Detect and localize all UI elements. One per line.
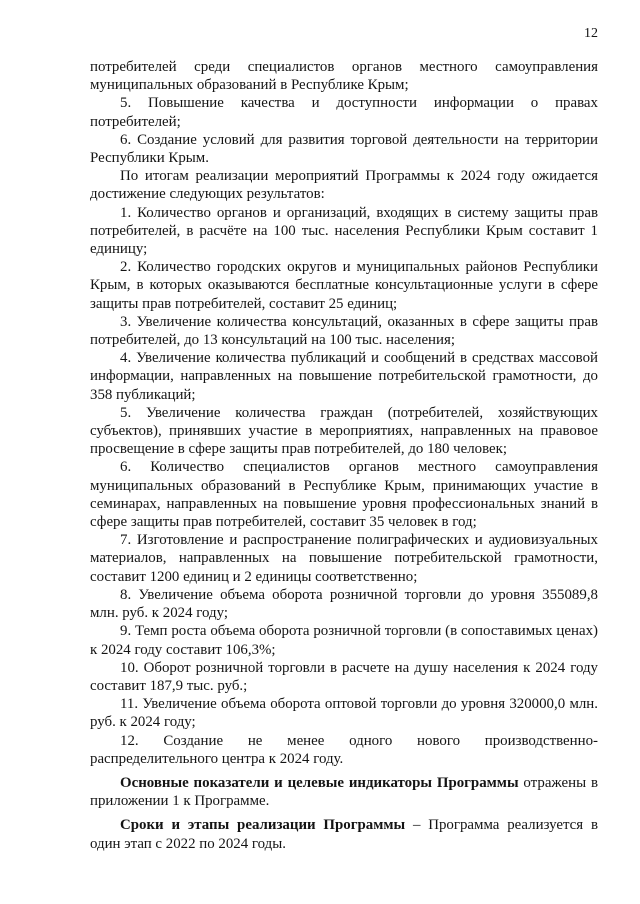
paragraph-results-intro: По итогам реализации мероприятий Программы к 2024 году ожидается достижение следующих результатов: xyxy=(90,168,598,203)
result-item-2: 2. Количество городских округов и муниципальных районов Республики Крым, в которых оказываются бесплатные консультационные услуги в сфере защиты прав потребителей, составит 25 единиц; xyxy=(90,259,598,312)
terms-heading: Сроки и этапы реализации Программы xyxy=(120,817,406,834)
result-item-11: 11. Увеличение объема оборота оптовой торговли до уровня 320000,0 млн. руб. к 2024 году; xyxy=(90,696,598,731)
paragraph-task-5: 5. Повышение качества и доступности информации о правах потребителей; xyxy=(90,95,598,130)
indicators-heading: Основные показатели и целевые индикаторы Программы xyxy=(120,774,519,791)
document-body xyxy=(90,58,598,853)
result-item-10: 10. Оборот розничной торговли в расчете на душу населения к 2024 году составит 187,9 тыс. руб.; xyxy=(90,659,598,694)
paragraph-terms xyxy=(90,816,598,852)
paragraph-continuation: потребителей среди специалистов органов местного самоуправления муниципальных образований в Республике Крым; xyxy=(90,59,598,94)
result-item-4: 4. Увеличение количества публикаций и сообщений в средствах массовой информации, направленных на повышение потребительской грамотности, до 358 публикаций; xyxy=(90,350,598,403)
result-item-9: 9. Темп роста объема оборота розничной торговли (в сопоставимых ценах) к 2024 году составит 106,3%; xyxy=(90,623,598,658)
page-number: 12 xyxy=(584,26,598,41)
result-item-7: 7. Изготовление и распространение полиграфических и аудиовизуальных материалов, направленных на повышение потребительской грамотности, составит 1200 единиц и 2 единицы соответственно; xyxy=(90,532,598,585)
result-item-1: 1. Количество органов и организаций, входящих в систему защиты прав потребителей, в расчёте на 100 тыс. населения Республики Крым составит 1 единицу; xyxy=(90,204,598,258)
indicators-text: отражены в приложении 1 к Программе. xyxy=(90,774,598,810)
paragraph-indicators xyxy=(90,774,598,810)
result-item-6: 6. Количество специалистов органов местного самоуправления муниципальных образований в Республике Крым, принимающих участие в семинарах, направленных на повышение уровня профессиональных знаний в сфере защиты прав потребителей, составит 35 человек в год; xyxy=(90,459,598,531)
result-item-8: 8. Увеличение объема оборота розничной торговли до уровня 355089,8 млн. руб. к 2024 году; xyxy=(90,586,598,622)
paragraph-task-6: 6. Создание условий для развития торговой деятельности на территории Республики Крым. xyxy=(90,131,598,167)
result-item-3: 3. Увеличение количества консультаций, оказанных в сфере защиты прав потребителей, до 13 консультаций на 100 тыс. населения; xyxy=(90,313,598,349)
result-item-12: 12. Создание не менее одного нового производственно-распределительного центра к 2024 году. xyxy=(90,732,598,767)
result-item-5: 5. Увеличение количества граждан (потребителей, хозяйствующих субъектов), принявших участие в мероприятиях, направленных на правовое просвещение в сфере защиты прав потребителей, до 180 человек; xyxy=(90,404,598,458)
terms-text: – Программа реализуется в один этап с 2022 по 2024 годы. xyxy=(90,817,598,852)
